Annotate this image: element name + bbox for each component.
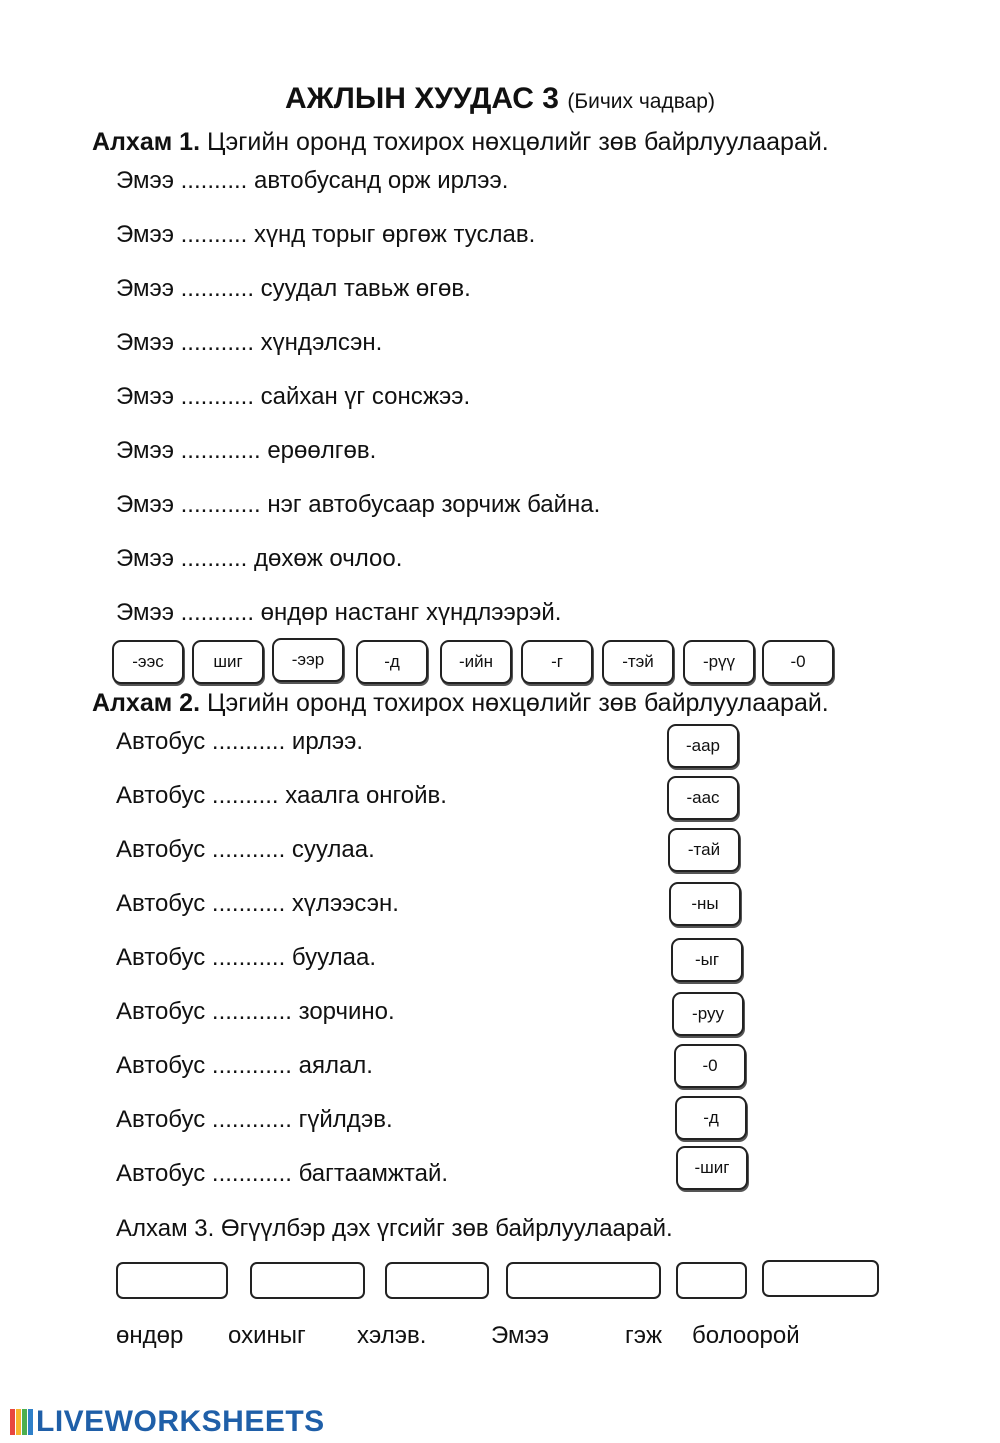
step1-sentence: Эмээ ........... суудал тавьж өгөв.	[116, 275, 471, 302]
step2-option-draggable[interactable]: -0	[674, 1044, 746, 1088]
step2-sentence: Автобус ............ гүйлдэв.	[116, 1106, 393, 1133]
step3-word[interactable]: охиныг	[228, 1322, 306, 1349]
step1-option-draggable[interactable]: -рүү	[683, 640, 755, 684]
step2-option-draggable[interactable]: -руу	[672, 992, 744, 1036]
step3-drop-slot[interactable]	[385, 1262, 489, 1299]
step1-sentence: Эмээ ............ нэг автобусаар зорчиж байна.	[116, 491, 601, 518]
step1-sentence: Эмээ .......... дөхөж очлоо.	[116, 545, 403, 572]
step3-drop-slot[interactable]	[506, 1262, 661, 1299]
step2-sentence: Автобус ........... хүлээсэн.	[116, 890, 399, 917]
logo-text: LIVEWORKSHEETS	[36, 1405, 325, 1438]
step1-sentence: Эмээ ........... сайхан үг сонсжээ.	[116, 383, 471, 410]
step3-word[interactable]: өндөр	[116, 1322, 184, 1349]
step2-sentence: Автобус ........... ирлээ.	[116, 728, 364, 755]
logo-bar	[10, 1409, 15, 1435]
step2-option-draggable[interactable]: -аас	[667, 776, 739, 820]
step2-sentence: Автобус ........... буулаа.	[116, 944, 376, 971]
page-title: АЖЛЫН ХУУДАС 3 (Бичих чадвар)	[285, 82, 715, 115]
step2-option-draggable[interactable]: -тай	[668, 828, 740, 872]
step3-heading: Алхам 3. Өгүүлбэр дэх үгсийг зөв байрлуулаарай.	[116, 1215, 673, 1242]
step2-sentence: Автобус ............ аялал.	[116, 1052, 373, 1079]
step1-option-draggable[interactable]: -0	[762, 640, 834, 684]
step2-sentence: Автобус ........... суулаа.	[116, 836, 375, 863]
step3-drop-slot[interactable]	[250, 1262, 365, 1299]
step2-sentence: Автобус .......... хаалга онгойв.	[116, 782, 447, 809]
step2-option-draggable[interactable]: -д	[675, 1096, 747, 1140]
step1-sentence: Эмээ ........... хүндэлсэн.	[116, 329, 383, 356]
step1-sentence: Эмээ ........... өндөр настанг хүндлээрэй.	[116, 599, 562, 626]
step3-drop-slot[interactable]	[116, 1262, 228, 1299]
step1-option-draggable[interactable]: шиг	[192, 640, 264, 684]
step3-word[interactable]: Эмээ	[491, 1322, 549, 1349]
liveworksheets-logo	[10, 1405, 325, 1439]
step2-heading: Алхам 2. Цэгийн оронд тохирох нөхцөлийг зөв байрлуулаарай.	[92, 689, 829, 717]
step1-option-draggable[interactable]: -ийн	[440, 640, 512, 684]
step1-option-draggable[interactable]: -ээр	[272, 638, 344, 682]
step2-sentence: Автобус ............ зорчино.	[116, 998, 395, 1025]
step3-drop-slot[interactable]	[762, 1260, 879, 1297]
step1-option-draggable[interactable]: -д	[356, 640, 428, 684]
step1-sentence: Эмээ .......... автобусанд орж ирлээ.	[116, 167, 509, 194]
step3-drop-slot[interactable]	[676, 1262, 747, 1299]
logo-bar	[28, 1409, 33, 1435]
step3-word[interactable]: гэж	[625, 1322, 663, 1349]
logo-bar	[16, 1409, 21, 1435]
step1-option-draggable[interactable]: -г	[521, 640, 593, 684]
step1-option-draggable[interactable]: -тэй	[602, 640, 674, 684]
step1-option-draggable[interactable]: -ээс	[112, 640, 184, 684]
step3-word[interactable]: хэлэв.	[357, 1322, 427, 1349]
step1-heading: Алхам 1. Цэгийн оронд тохирох нөхцөлийг зөв байрлуулаарай.	[92, 128, 829, 156]
step2-option-draggable[interactable]: -ыг	[671, 938, 743, 982]
step1-sentence: Эмээ .......... хүнд торыг өргөж туслав.	[116, 221, 536, 248]
logo-bar	[22, 1409, 27, 1435]
step2-option-draggable[interactable]: -ны	[669, 882, 741, 926]
step2-option-draggable[interactable]: -аар	[667, 724, 739, 768]
step2-option-draggable[interactable]: -шиг	[676, 1146, 748, 1190]
logo-bars-icon	[10, 1409, 33, 1435]
step3-word[interactable]: болоорой	[692, 1322, 800, 1349]
step1-sentence: Эмээ ............ ерөөлгөв.	[116, 437, 377, 464]
step2-sentence: Автобус ............ багтаамжтай.	[116, 1160, 449, 1187]
